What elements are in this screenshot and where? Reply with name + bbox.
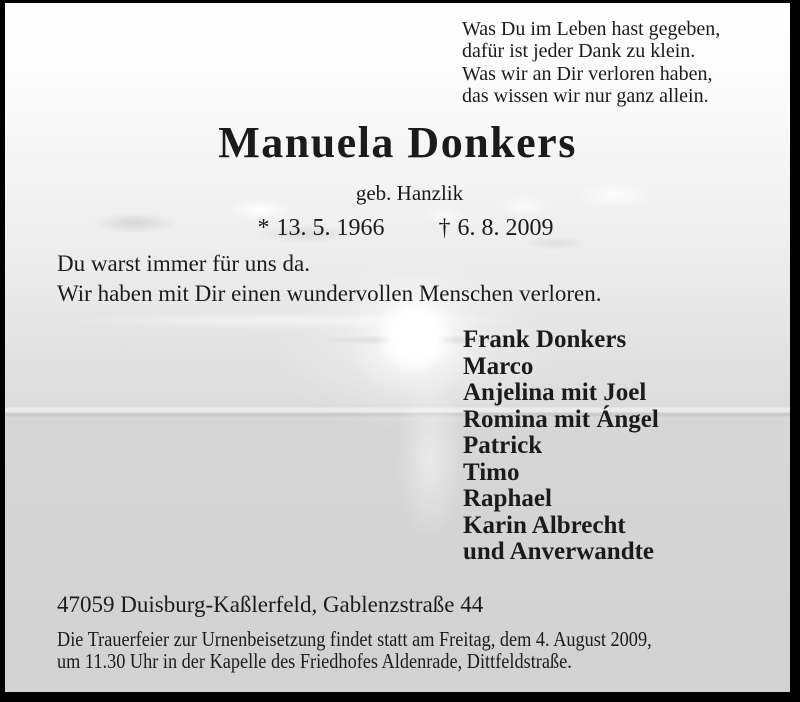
mourners-list [463,327,659,566]
mourner-name: Frank Donkers [463,326,627,353]
birth-date-value: 13. 5. 1966 [276,215,385,241]
address-line: 47059 Duisburg-Kaßlerfeld, Gablenzstraße 44 [57,592,484,617]
mourner-name: Romina mit Ángel [463,405,659,433]
death-cross-symbol: † [438,215,451,241]
death-date [439,215,554,242]
mourner-name: Raphael [463,485,552,512]
poem-line: Was wir an Dir verloren haben, [462,62,713,85]
mourner-name: Marco [463,352,534,380]
poem-line: dafür ist jeder Dank zu klein. [462,40,696,63]
deceased-name: Manuela Donkers [218,118,577,167]
maiden-name: geb. Hanzlik [355,181,464,205]
mourner-name: Anjelina mit Joel [463,379,647,406]
tribute-line-1: Du warst immer für uns da. [57,251,310,276]
mourner-name: Patrick [463,432,543,459]
funeral-info [57,629,652,672]
poem-line: das wissen wir nur ganz allein. [462,84,709,107]
funeral-info-line: Die Trauerfeier zur Urnenbeisetzung findet statt am Freitag, dem 4. August 2009, [57,627,652,651]
tribute-line-2: Wir haben mit Dir einen wundervollen Menschen verloren. [57,281,602,306]
birth-date [258,215,385,242]
mourner-name: Timo [463,458,520,486]
mourner-name: und Anverwandte [463,538,655,565]
life-dates [13,215,798,242]
memorial-poem [462,18,720,107]
funeral-info-line: um 11.30 Uhr in der Kapelle des Friedhofes Aldenrade, Dittfeldstraße. [57,648,572,673]
mourner-name: Karin Albrecht [463,511,626,539]
death-date-value: 6. 8. 2009 [457,215,554,241]
poem-line: Was Du im Leben hast gegeben, [462,18,721,40]
obituary-card [5,3,790,692]
birth-star-symbol: * [257,215,270,241]
